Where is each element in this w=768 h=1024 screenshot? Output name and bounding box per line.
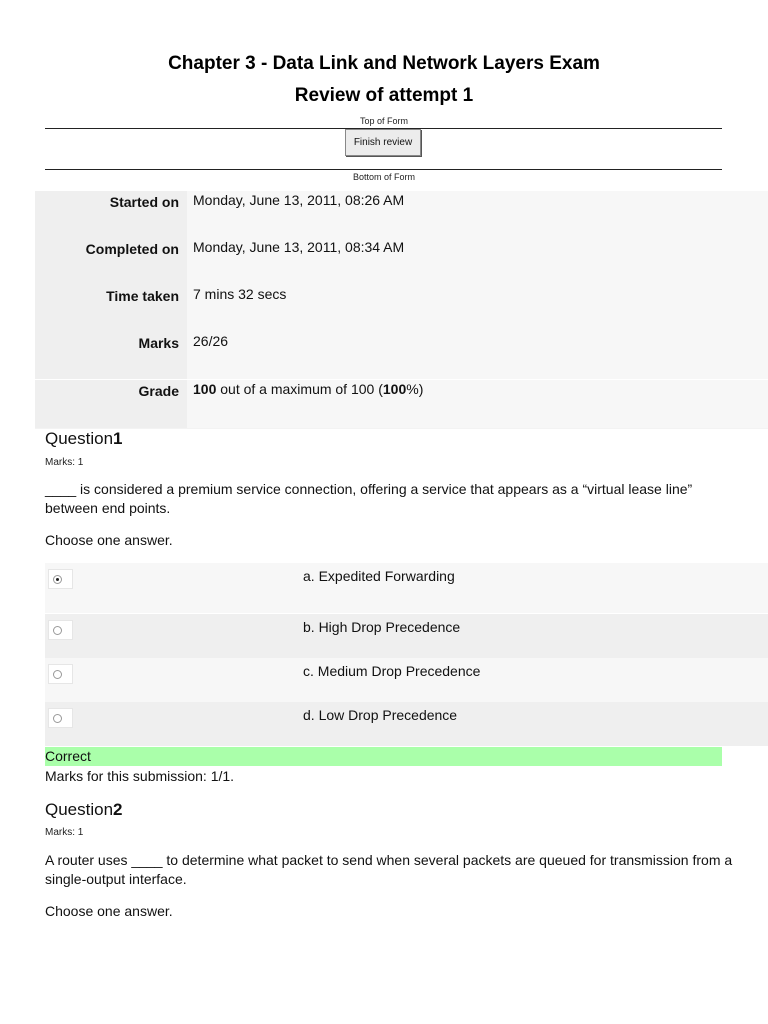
answer-option[interactable] [45, 702, 768, 746]
question-text: ____ is considered a premium service connection, offering a service that appears as a “virtual lease line” between end points. [45, 481, 693, 516]
summary-row-started [35, 191, 768, 238]
choose-instruction: Choose one answer. [45, 903, 173, 919]
question-prefix: Question [45, 800, 114, 819]
attempt-summary-table [35, 191, 768, 428]
question-prefix: Question [45, 429, 114, 448]
answer-option[interactable] [45, 563, 768, 613]
radio-icon [53, 670, 62, 679]
grade-text: out of a maximum of 100 ( [216, 381, 383, 397]
summary-label: Grade [138, 383, 179, 399]
answer-radio[interactable] [48, 708, 73, 728]
summary-row-grade [35, 380, 768, 429]
question-number: 2 [113, 800, 123, 819]
answer-radio[interactable] [48, 664, 73, 684]
divider [45, 169, 722, 170]
top-of-form-label: Top of Form [359, 116, 408, 126]
grade-text-end: %) [406, 381, 424, 397]
answer-label: d. Low Drop Precedence [303, 707, 458, 723]
summary-value: 7 mins 32 secs [193, 286, 287, 302]
summary-row-marks [35, 332, 768, 379]
answer-radio[interactable] [48, 569, 73, 589]
grade-value [193, 381, 423, 397]
summary-value: Monday, June 13, 2011, 08:26 AM [193, 192, 405, 208]
summary-label: Completed on [85, 241, 179, 257]
finish-review-button[interactable]: Finish review [345, 129, 421, 156]
grade-percent: 100 [382, 381, 407, 397]
summary-row-completed [35, 238, 768, 285]
radio-selected-icon [53, 575, 62, 584]
bottom-of-form-label: Bottom of Form [352, 172, 415, 182]
answer-label: c. Medium Drop Precedence [303, 663, 481, 679]
radio-icon [53, 714, 62, 723]
answer-label: b. High Drop Precedence [303, 619, 461, 635]
summary-label: Time taken [106, 288, 179, 304]
answer-option[interactable] [45, 614, 768, 658]
question-heading [45, 800, 123, 820]
summary-label: Marks [138, 335, 179, 351]
question-number: 1 [113, 429, 123, 448]
answer-option[interactable] [45, 658, 768, 702]
page-subtitle: Review of attempt 1 [294, 85, 474, 106]
page-title: Chapter 3 - Data Link and Network Layers Exam [168, 53, 600, 74]
answer-label: a. Expedited Forwarding [303, 568, 455, 584]
summary-value: Monday, June 13, 2011, 08:34 AM [193, 239, 405, 255]
grade-score: 100 [193, 381, 217, 397]
summary-label: Started on [109, 194, 179, 210]
answer-radio[interactable] [48, 620, 73, 640]
result-correct-banner: Correct [45, 747, 722, 766]
question-marks: Marks: 1 [45, 457, 84, 468]
choose-instruction: Choose one answer. [45, 532, 173, 548]
question-text: A router uses ____ to determine what packet to send when several packets are queued for transmission from a single-output interface. [45, 852, 733, 887]
question-heading [45, 429, 123, 449]
radio-icon [53, 626, 62, 635]
summary-value: 26/26 [193, 333, 229, 349]
question-marks: Marks: 1 [45, 827, 84, 838]
submission-marks: Marks for this submission: 1/1. [45, 768, 235, 784]
summary-row-time-taken [35, 285, 768, 332]
